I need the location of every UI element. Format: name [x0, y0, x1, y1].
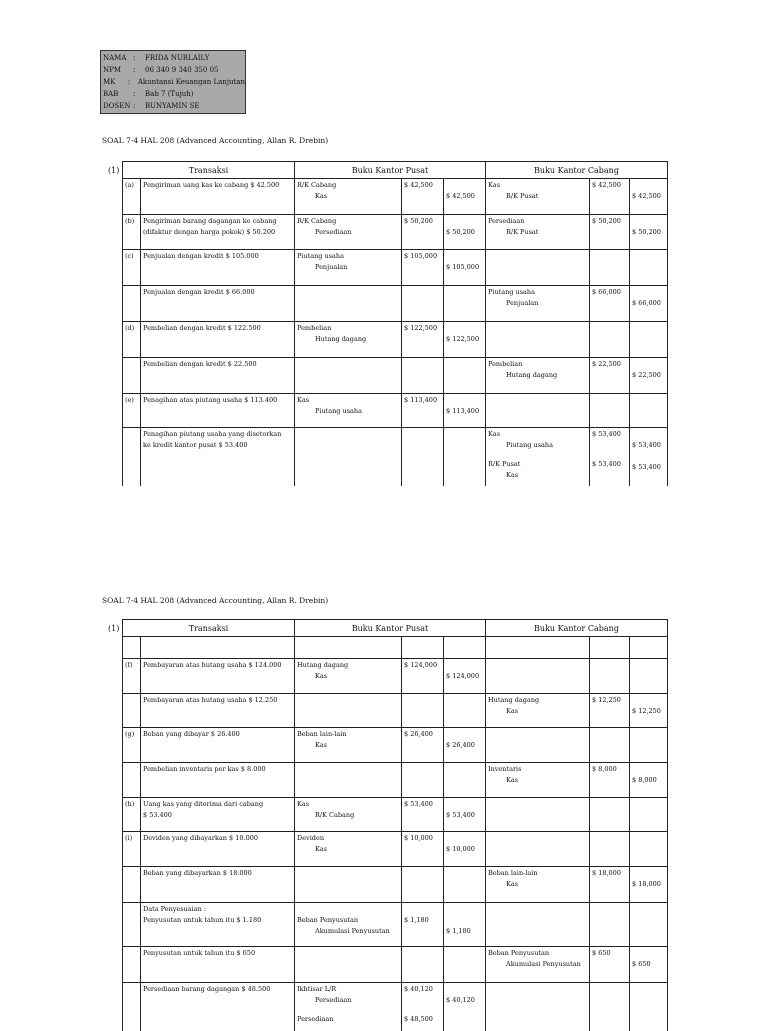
- student-info-box: [100, 50, 246, 114]
- section2-number: (1): [108, 624, 120, 633]
- header-cabang: Buku Kantor Cabang: [486, 620, 668, 637]
- table-row: (g) Beban yang dibayar $ 26.400 Beban lain-lain Kas $ 26,400 $ 26,400: [123, 728, 668, 763]
- table-header: [123, 620, 668, 637]
- table-row: Pembayaran atas hutang usaha $ 12.250 Hutang dagang Kas $ 12,250 $ 12,250: [123, 694, 668, 728]
- table-header: [123, 162, 668, 179]
- header-pusat: Buku Kantor Pusat: [295, 162, 486, 179]
- table-row: (i) Deviden yang dibayarkan $ 10.000 Deviden Kas $ 10,000 $ 10,000: [123, 832, 668, 867]
- table-row: Data Penyesuaian : Penyusutan untuk tahun itu $ 1.180 Beban Penyusutan Akumulasi Penyusutan $ 1,180 $ 1,180: [123, 903, 668, 947]
- journal-table-2: [122, 619, 668, 1031]
- table-row: (a) Pengiriman uang kas ke cabang $ 42.500 R/K Cabang Kas $ 42,500 $ 42,500 Kas R/K Pusat $ 42,500 $ 42,500: [123, 179, 668, 215]
- section2-title: SOAL 7-4 HAL 208 (Advanced Accounting, Allan R. Drebin): [102, 596, 329, 605]
- header-transaksi: Transaksi: [123, 162, 295, 179]
- info-row: NAMA : FRIDA NURLAILY: [103, 54, 210, 62]
- table-row: (b) Pengiriman barang dagangan ke cabang (difaktur dengan harga pokok) $ 50.200 R/K Cabang Persediaan $ 50,200 $ 50,200 Persediaan R/K Pusat $ 50,200 $ 50,200: [123, 215, 668, 250]
- table-row: (d) Pembelian dengan kredit $ 122.500 Pembelian Hutang dagang $ 122,500 $ 122,500: [123, 322, 668, 358]
- section1-number: (1): [108, 166, 120, 175]
- table-row: Penjualan dengan kredit $ 66.000 Piutang usaha Penjualan $ 66,000 $ 66,000: [123, 286, 668, 322]
- table-row: Pembelian dengan kredit $ 22.500 Pembelian Hutang dagang $ 22,500 $ 22,500: [123, 358, 668, 394]
- journal-table-1: [122, 161, 668, 486]
- table-row: (e) Penagihan atas piutang usaha $ 113.400 Kas Piutang usaha $ 113,400 $ 113,400: [123, 394, 668, 428]
- table-row: Beban yang dibayarkan $ 18.000 Beban lain-lain Kas $ 18,000 $ 18,000: [123, 867, 668, 903]
- table-row: Penagihan piutang usaha yang disetorkan ke kredit kantor pusat $ 53.400 Kas Piutang usaha R/K Pusat Kas $ 53,400 $ 53,400 $ 53,400 $ 53,400: [123, 428, 668, 486]
- info-row: BAB : Bab 7 (Tujuh): [103, 90, 194, 98]
- table-row: Persediaan barang dagangan $ 48.500 Ikhtisar L/R Persediaan Persediaan $ 40,120 $ 48,500 $ 40,120: [123, 983, 668, 1031]
- header-transaksi: Transaksi: [123, 620, 295, 637]
- section1-title: SOAL 7-4 HAL 208 (Advanced Accounting, Allan R. Drebin): [102, 136, 329, 145]
- info-row: DOSEN : BUNYAMIN SE: [103, 102, 200, 110]
- table-row: (f) Pembayaran atas hutang usaha $ 124.000 Hutang dagang Kas $ 124,000 $ 124,000: [123, 659, 668, 694]
- info-row: NPM : 06 340 9 340 350 05: [103, 66, 219, 74]
- info-row: MK : Akuntansi Keuangan Lanjutan: [103, 78, 245, 86]
- table-row: Penyusutan untuk tahun itu $ 650 Beban Penyusutan Akumulasi Penyusutan $ 650 $ 650: [123, 947, 668, 983]
- header-cabang: Buku Kantor Cabang: [486, 162, 668, 179]
- header-pusat: Buku Kantor Pusat: [295, 620, 486, 637]
- table-row: (c) Penjualan dengan kredit $ 105.000 Piutang usaha Penjualan $ 105,000 $ 105,000: [123, 250, 668, 286]
- table-row: [123, 637, 668, 659]
- table-row: (h) Uang kas yang diterima dari cabang $ 53.400 Kas R/K Cabang $ 53,400 $ 53,400: [123, 798, 668, 832]
- table-row: Pembelian inventaris per kas $ 8.000 Inventaris Kas $ 8,000 $ 8,000: [123, 763, 668, 798]
